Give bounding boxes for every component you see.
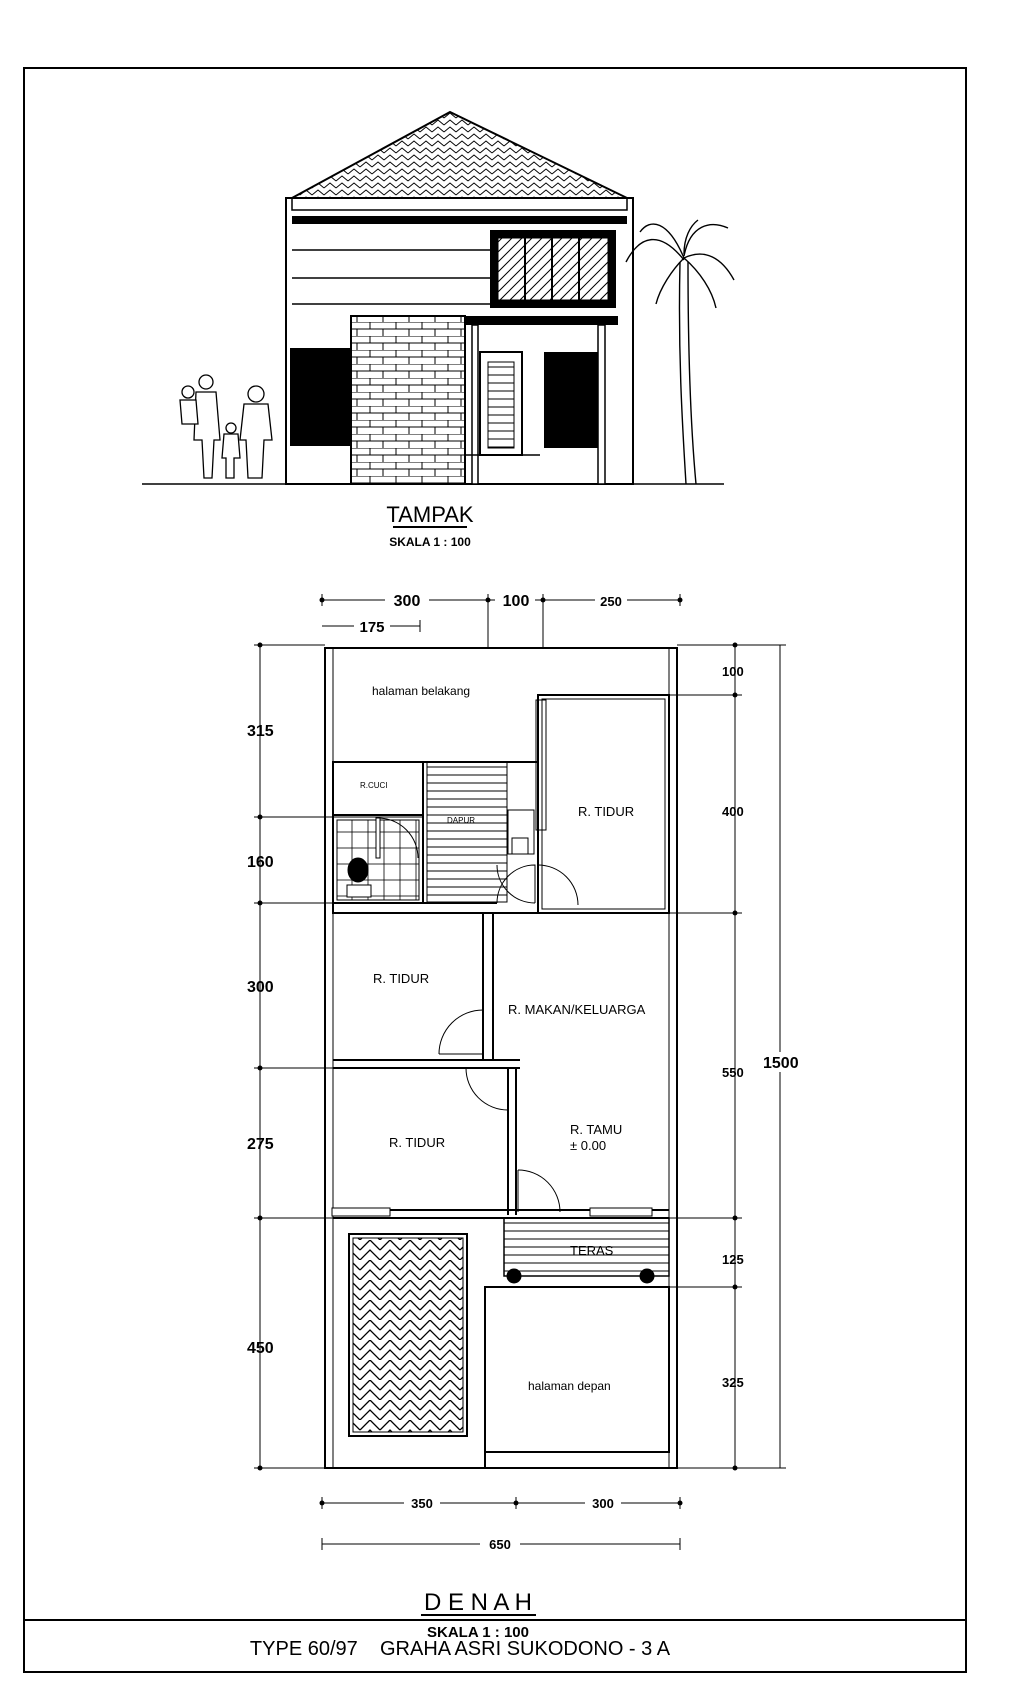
- dim-left-4: 275: [247, 1136, 274, 1153]
- elevation-title: TAMPAK: [386, 502, 474, 527]
- plan-scale: SKALA 1 : 100: [427, 1624, 529, 1641]
- room-label: R. TIDUR: [389, 1135, 446, 1150]
- dim-right-1: 100: [722, 664, 744, 679]
- room-label: R. TAMU: [570, 1122, 623, 1137]
- porch-beam: [465, 316, 618, 325]
- dim-right-3: 550: [722, 1065, 744, 1080]
- floor-plan: [325, 648, 677, 1468]
- dim-left-3: 300: [247, 979, 274, 996]
- dim-right-2: 400: [722, 804, 744, 819]
- brick-column: [351, 316, 465, 484]
- porch-column: [598, 325, 605, 484]
- dim-top-1: 300: [393, 593, 421, 610]
- people-figures: [180, 375, 272, 478]
- room-label: halaman depan: [528, 1379, 611, 1393]
- dimension-lines: [254, 594, 786, 1550]
- elevation-drawing: [142, 112, 734, 484]
- dim-top-sub: 175: [359, 619, 385, 636]
- dim-top-3: 250: [600, 594, 622, 609]
- dim-bottom-2: 300: [592, 1496, 614, 1511]
- level-marker: ± 0.00: [570, 1138, 607, 1153]
- room-label: R. MAKAN/KELUARGA: [508, 1002, 646, 1017]
- palm-tree: [626, 220, 734, 484]
- dim-bottom-total: 650: [489, 1537, 511, 1552]
- footer-title: TYPE 60/97 GRAHA ASRI SUKODONO - 3 A: [249, 1638, 671, 1660]
- room-label: DAPUR: [447, 816, 476, 825]
- dim-top-2: 100: [502, 593, 530, 610]
- roof: [286, 112, 633, 198]
- right-window: [544, 352, 598, 448]
- dim-left-1: 315: [247, 723, 274, 740]
- room-label: TERAS: [570, 1243, 614, 1258]
- dim-left-2: 160: [247, 854, 274, 871]
- dimension-labels: [247, 591, 804, 1553]
- dim-right-5: 325: [722, 1375, 744, 1390]
- plan-title: D E N A H: [423, 1589, 533, 1616]
- room-label: halaman belakang: [372, 684, 471, 698]
- room-label: R. TIDUR: [373, 971, 430, 986]
- room-label: R.CUCI: [360, 781, 388, 790]
- left-window: [290, 348, 352, 446]
- elevation-scale: SKALA 1 : 100: [389, 535, 471, 549]
- dim-left-5: 450: [247, 1340, 274, 1357]
- upper-window: [490, 230, 616, 308]
- dim-bottom-1: 350: [411, 1496, 433, 1511]
- dim-right-4: 125: [722, 1252, 744, 1267]
- room-label: R. TIDUR: [578, 804, 635, 819]
- dim-right-total: 1500: [763, 1055, 799, 1072]
